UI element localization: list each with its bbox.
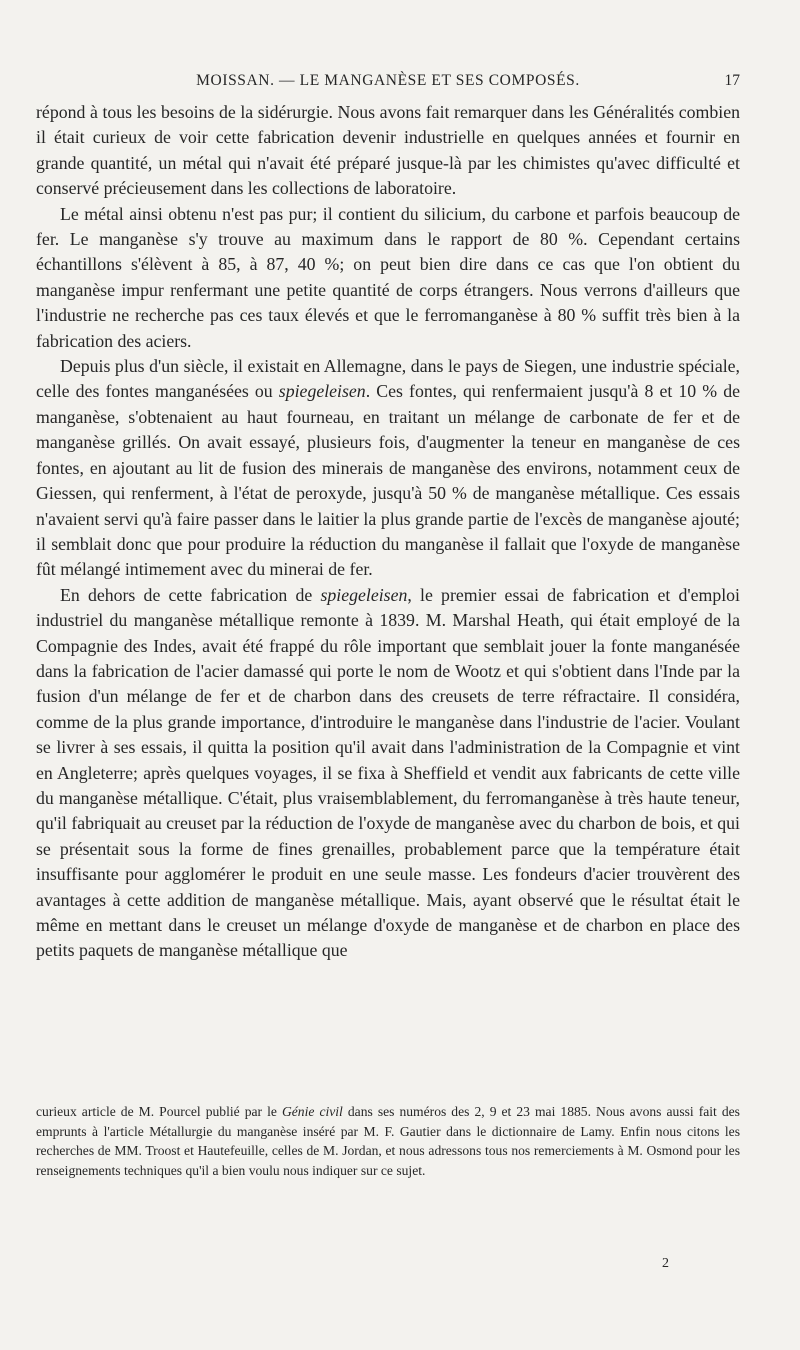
footnote-italic-title: Génie civil xyxy=(281,1104,343,1119)
page-header xyxy=(36,72,740,94)
paragraph-3-italic-term: spiegeleisen xyxy=(278,381,366,402)
body-text xyxy=(36,100,740,964)
paragraph-4-text-b: , le premier essai de fabrication et d'emploi industriel du manganèse métallique remonte à 1839. M. Marshal Heath, qui était employé de la Compagnie des Indes, avait été frappé du rôle important que semblait jouer la fonte manganésée dans la fabrication de l'acier damassé qui porte le nom de Wootz et qui s'obtient dans l'Inde par la fusion d'un mélange de fer et de charbon dans des creusets de terre réfractaire. Il considéra, comme de la plus grande importance, d'introduire le manganèse dans l'industrie de l'acier. Voulant se livrer à ses essais, il quitta la position qu'il avait dans l'administration de la Compagnie et vint en Angleterre; après quelques voyages, il se fixa à Sheffield et vendit aux fabricants de cette ville du manganèse métallique. C'était, plus vraisemblablement, du ferromanganèse à très haute teneur, qu'il fabriquait au creuset par la réduction de l'oxyde de manganèse avec du charbon de bois, et qui se présentait sous la forme de fines grenailles, probablement parce que la température était insuffisante pour agglomérer le produit en une seule masse. Les fondeurs d'acier trouvèrent des avantages à cette addition de manganèse métallique. Mais, ayant observé que le résultat était le même en mettant dans le creuset un mélange d'oxyde de manganèse et de charbon en place des petits paquets de manganèse métallique que xyxy=(36,584,741,961)
paragraph-1: répond à tous les besoins de la sidérurgie. Nous avons fait remarquer dans les Généralités combien il était curieux de voir cette fabrication devenir industrielle en quelques années et fournir en grande quantité, un métal qui n'avait été préparé jusque-là par les chimistes qu'avec difficulté et conservé précieusement dans les collections de laboratoire. xyxy=(36,102,740,199)
footnote-text-a: curieux article de M. Pourcel publié par le xyxy=(36,1104,282,1119)
paragraph-3 xyxy=(36,354,740,583)
running-head: MOISSAN. — LE MANGANÈSE ET SES COMPOSÉS. xyxy=(196,72,580,89)
paragraph-2: Le métal ainsi obtenu n'est pas pur; il contient du silicium, du carbone et parfois beaucoup de fer. Le manganèse s'y trouve au maximum dans le rapport de 80 %. Cependant certains échantillons s'élèvent à 85, à 87, 40 %; on peut bien dire dans ce cas que l'on obtient du manganèse impur renfermant une petite quantité de corps étrangers. Nous verrons d'ailleurs que l'industrie ne recherche pas ces taux élevés et que le ferromanganèse à 80 % suffit très bien à la fabrication des aciers. xyxy=(36,203,740,351)
paragraph-3-text-a: Depuis plus d'un siècle, il existait en Allemagne, dans le pays de Siegen, une industrie spéciale, celle des fontes manganésées ou xyxy=(36,356,740,402)
footnote-text xyxy=(36,1102,740,1180)
footnote xyxy=(36,1102,740,1180)
footnote-text-b: dans ses numéros des 2, 9 et 23 mai 1885. Nous avons aussi fait des emprunts à l'article Métallurgie du manganèse inséré par M. F. Gautier dans le dictionnaire de Lamy. Enfin nous citons les recherches de MM. Troost et Hautefeuille, celles de M. Jordan, et nous adressons tous nos remerciements à M. Osmond pour les renseignements techniques qu'il a bien voulu nous indiquer sur ce sujet. xyxy=(36,1104,740,1178)
paragraph-3-text-b: . Ces fontes, qui renfermaient jusqu'à 8 et 10 % de manganèse, s'obtenaient au haut fourneau, en traitant un mélange de carbonate de fer et de manganèse grillés. On avait essayé, plusieurs fois, d'augmenter la teneur en manganèse de ces fontes, en ajoutant au lit de fusion des minerais de manganèse des environs, notamment ceux de Giessen, qui renferment, à l'état de peroxyde, jusqu'à 50 % de manganèse métallique. Ces essais n'avaient servi qu'à faire passer dans le laitier la plus grande partie de l'excès de manganèse ajouté; il semblait donc que pour produire la réduction du manganèse il fallait que l'oxyde de manganèse fût mélangé intimement avec du minerai de fer. xyxy=(36,381,740,580)
paragraph-4 xyxy=(36,583,740,964)
paragraph-4-text-a: En dehors de cette fabrication de xyxy=(60,584,321,605)
paragraph-4-italic-term: spiegeleisen xyxy=(320,584,408,605)
page-number: 17 xyxy=(724,72,740,89)
signature-folio: 2 xyxy=(662,1256,669,1271)
